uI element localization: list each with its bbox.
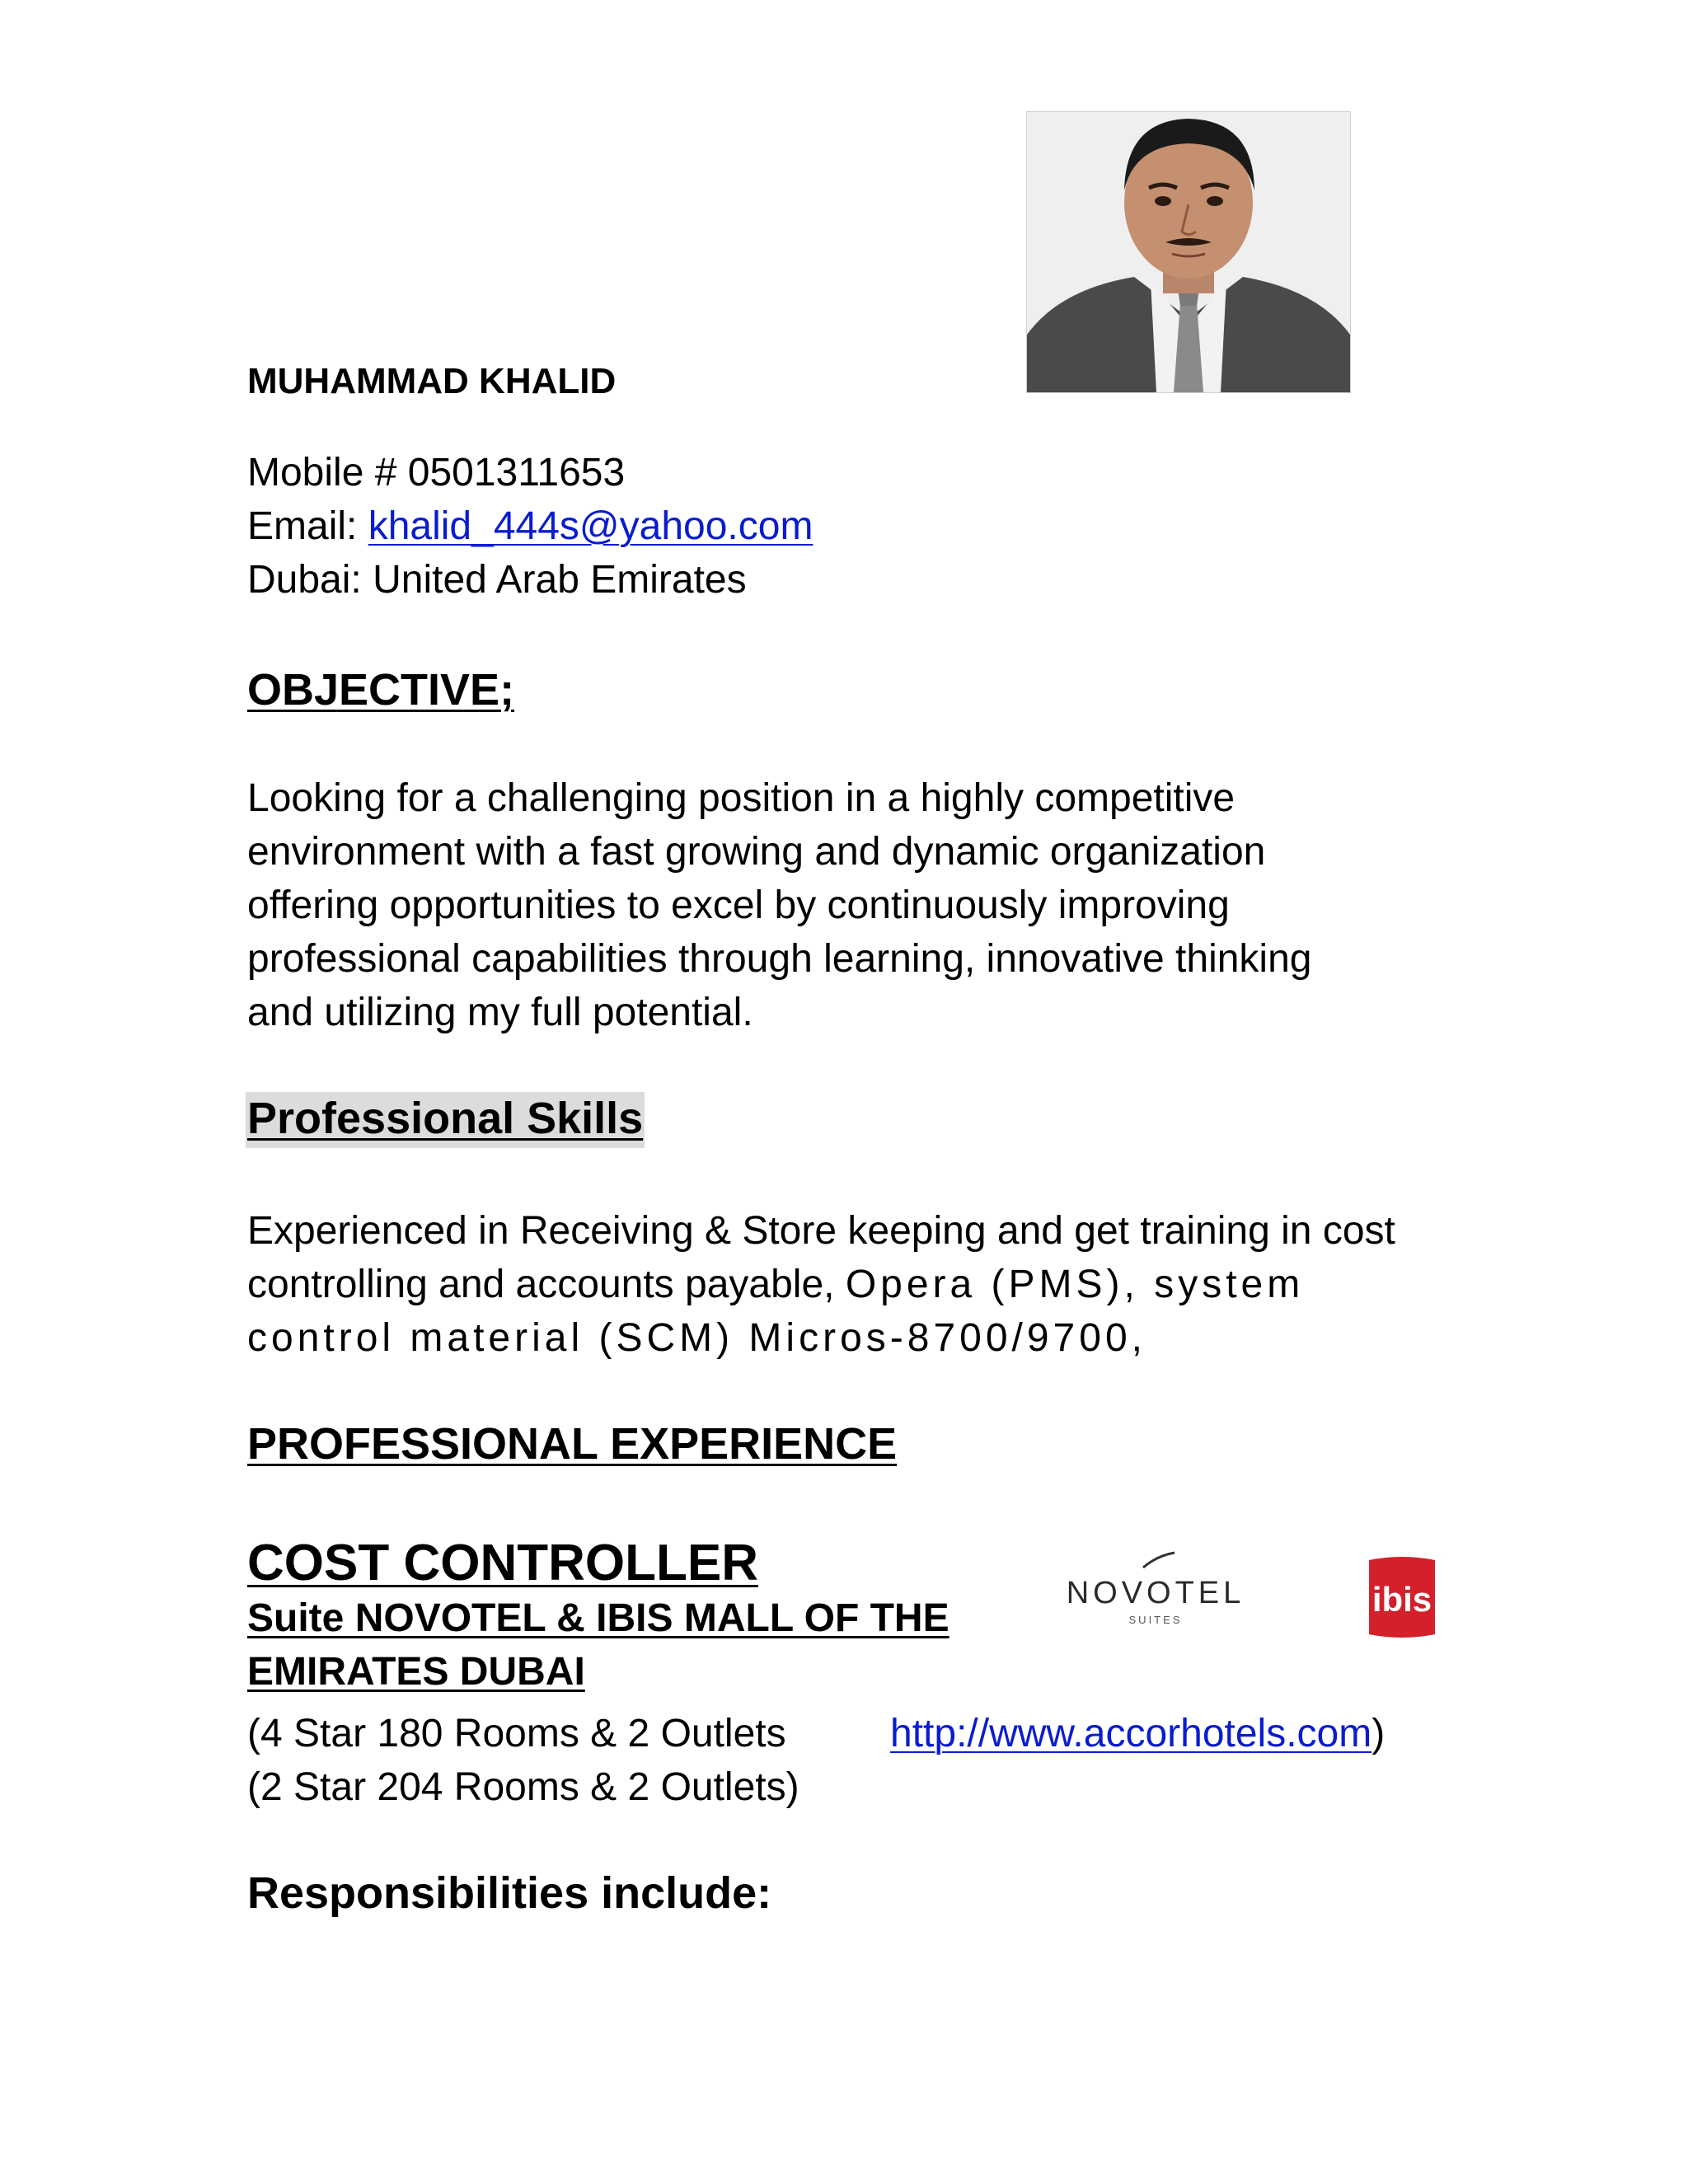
- email-label: Email:: [247, 504, 368, 548]
- ibis-wordmark: ibis: [1372, 1580, 1432, 1619]
- company-line-2: EMIRATES DUBAI: [247, 1650, 585, 1694]
- portrait-image: [1027, 112, 1350, 392]
- profile-photo: [1026, 111, 1351, 393]
- objective-heading: OBJECTIVE;: [247, 665, 515, 715]
- skills-line-1: Experienced in Receiving & Store keeping and get training in cost: [247, 1209, 1395, 1253]
- email-line: [247, 503, 813, 551]
- skills-heading-wrap: [246, 1092, 645, 1146]
- property-details-1: (4 Star 180 Rooms & 2 Outlets: [247, 1712, 786, 1755]
- skills-line-2b: Opera (PMS), system: [845, 1263, 1305, 1306]
- mobile-number: Mobile # 0501311653: [247, 451, 626, 494]
- objective-line-4: professional capabilities through learning, innovative thinking: [247, 937, 1312, 981]
- skills-line-2: [247, 1261, 1304, 1309]
- novotel-sub: SUITES: [1128, 1614, 1183, 1626]
- company-line-1: Suite NOVOTEL & IBIS MALL OF THE: [247, 1596, 950, 1640]
- novotel-wordmark: NOVOTEL: [1066, 1576, 1245, 1610]
- job-title: COST CONTROLLER: [247, 1535, 758, 1591]
- ibis-logo: [1364, 1554, 1440, 1641]
- email-link[interactable]: khalid_444s@yahoo.com: [368, 504, 814, 548]
- novotel-logo-graphic: [1051, 1549, 1261, 1640]
- novotel-logo: [1051, 1549, 1261, 1640]
- ibis-logo-graphic: [1364, 1554, 1440, 1641]
- website-link[interactable]: http://www.accorhotels.com: [890, 1712, 1372, 1755]
- skills-heading: Professional Skills: [246, 1092, 645, 1148]
- candidate-name: MUHAMMAD KHALID: [247, 361, 617, 401]
- skills-line-3: control material (SCM) Micros-8700/9700,: [247, 1316, 1146, 1360]
- responsibilities-heading: Responsibilities include:: [247, 1868, 772, 1918]
- objective-line-2: environment with a fast growing and dynamic organization: [247, 830, 1266, 874]
- experience-heading: PROFESSIONAL EXPERIENCE: [247, 1419, 898, 1469]
- location: Dubai: United Arab Emirates: [247, 558, 747, 602]
- skills-line-2a: controlling and accounts payable,: [247, 1263, 846, 1306]
- website-line: [890, 1710, 1385, 1758]
- objective-line-1: Looking for a challenging position in a highly competitive: [247, 776, 1236, 820]
- objective-line-3: offering opportunities to excel by continuously improving: [247, 883, 1230, 927]
- property-details-2: (2 Star 204 Rooms & 2 Outlets): [247, 1765, 799, 1809]
- website-close-paren: ): [1372, 1712, 1386, 1755]
- objective-line-5: and utilizing my full potential.: [247, 991, 753, 1034]
